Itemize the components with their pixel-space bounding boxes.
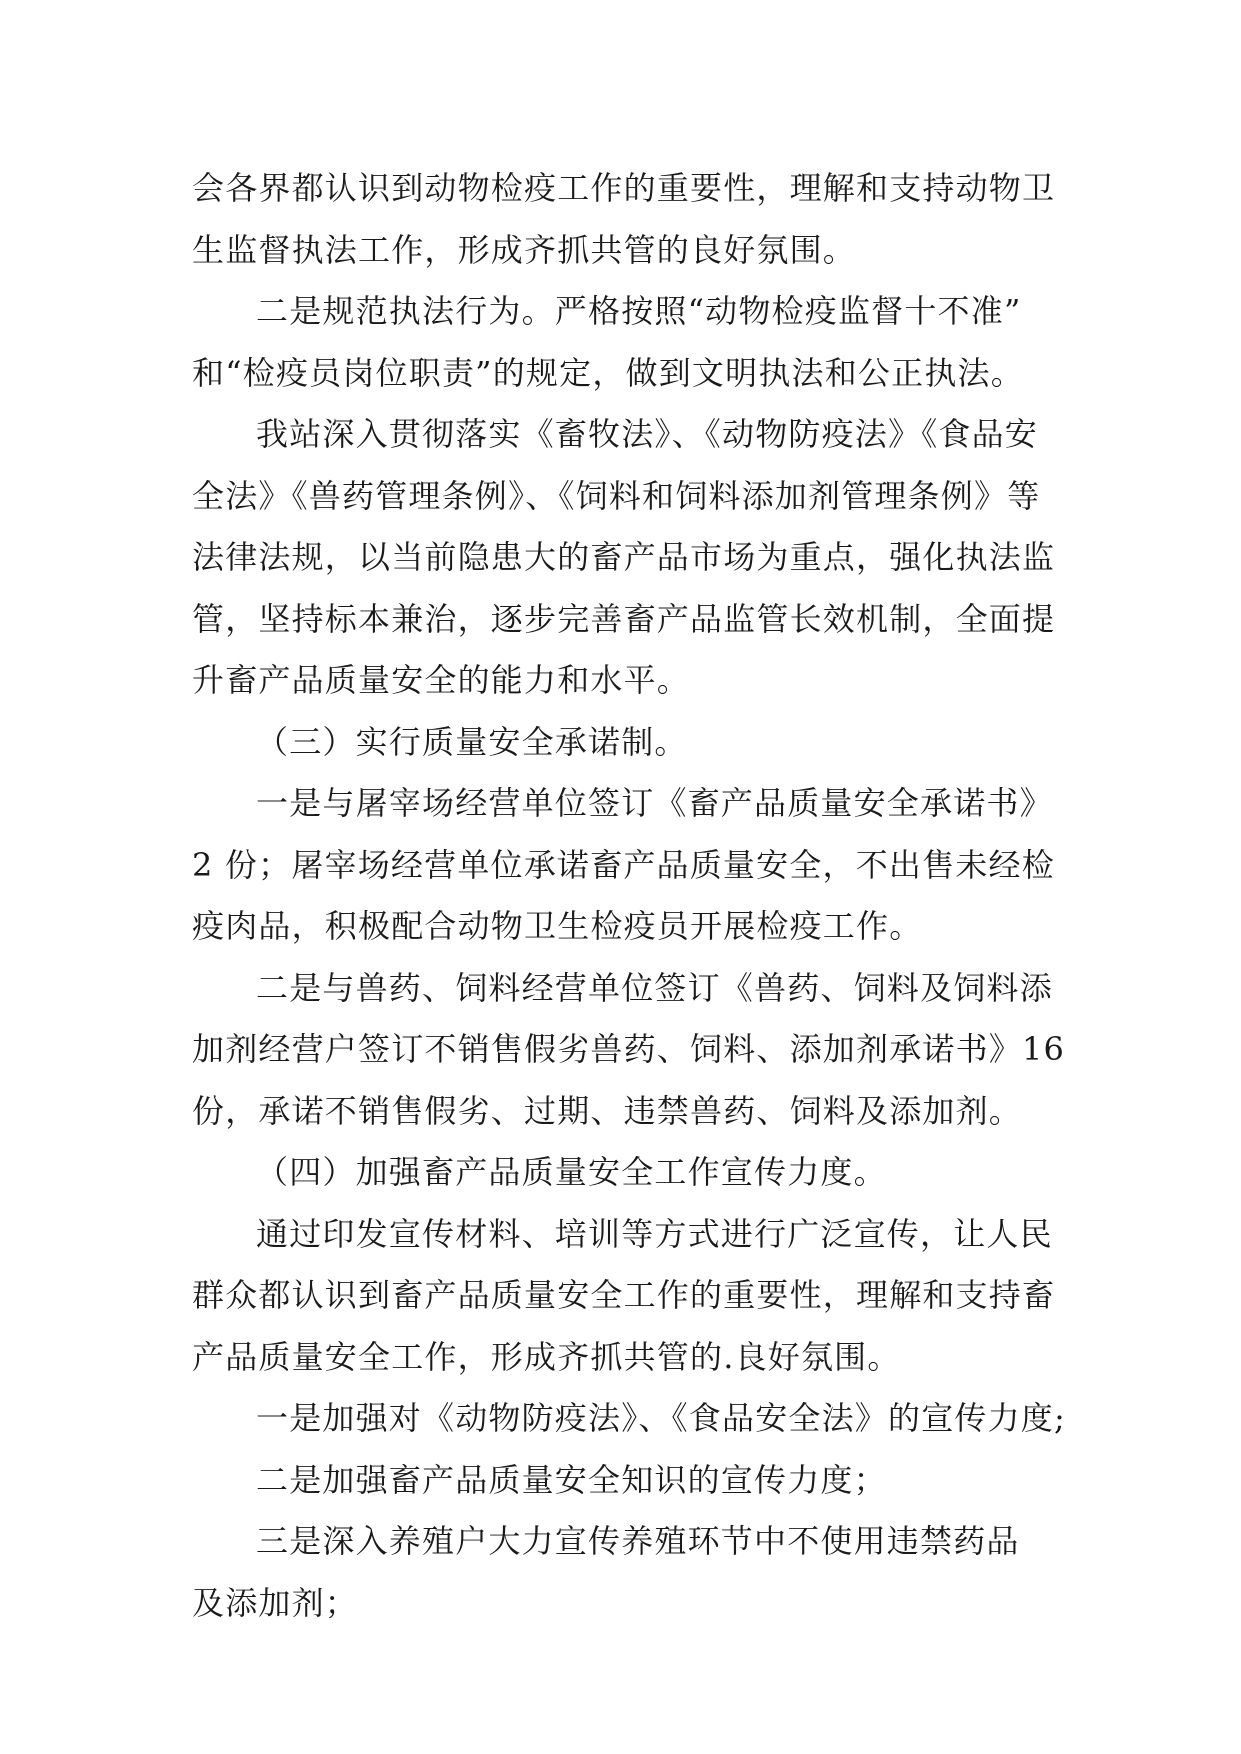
text-line: 升畜产品质量安全的能力和水平。 — [192, 661, 691, 699]
text-line: 份，承诺不销售假劣、过期、违禁兽药、饲料及添加剂。 — [192, 1091, 1023, 1130]
text-line: 产品质量安全工作，形成齐抓共管的.良好氛围。 — [192, 1337, 901, 1376]
text-line: 一是与屠宰场经营单位签订《畜产品质量安全承诺书》 — [256, 784, 1053, 822]
text-line: 加剂经营户签订不销售假劣兽药、饲料、添加剂承诺书》16 — [192, 1030, 1066, 1068]
text-line: 二是规范执法行为。严格按照“动物检疫监督十不准” — [256, 292, 1022, 330]
text-line: 会各界都认识到动物检疫工作的重要性，理解和支持动物卫 — [192, 169, 1056, 207]
text-line: 三是深入养殖户大力宣传养殖环节中不使用违禁药品 — [256, 1522, 1020, 1560]
text-line: 二是加强畜产品质量安全知识的宣传力度； — [256, 1460, 887, 1499]
text-line: 二是与兽药、饲料经营单位签订《兽药、饲料及饲料添 — [256, 968, 1053, 1007]
text-line: 群众都认识到畜产品质量安全工作的重要性，理解和支持畜 — [192, 1276, 1056, 1314]
text-line: 2 份；屠宰场经营单位承诺畜产品质量安全，不出售未经检 — [192, 845, 1055, 884]
text-line: 全法》《兽药管理条例》、《饲料和饲料添加剂管理条例》等 — [192, 476, 1041, 515]
text-line: 我站深入贯彻落实《畜牧法》、《动物防疫法》《食品安 — [256, 415, 1039, 453]
section-heading: （三）实行质量安全承诺制。 — [256, 722, 688, 761]
section-heading: （四）加强畜产品质量安全工作宣传力度。 — [256, 1153, 887, 1191]
text-line: 法律法规，以当前隐患大的畜产品市场为重点，强化执法监 — [192, 538, 1056, 576]
text-line: 和“检疫员岗位职责”的规定，做到文明执法和公正执法。 — [192, 353, 1024, 392]
text-line: 疫肉品，积极配合动物卫生检疫员开展检疫工作。 — [192, 907, 923, 945]
text-line: 及添加剂； — [192, 1583, 359, 1622]
text-line: 生监督执法工作，形成齐抓共管的良好氛围。 — [192, 230, 857, 269]
text-line: 一是加强对《动物防疫法》、《食品安全法》的宣传力度; — [256, 1399, 1066, 1437]
document-body — [192, 158, 1066, 1634]
text-line: 管，坚持标本兼治，逐步完善畜产品监管长效机制，全面提 — [192, 599, 1056, 638]
text-line: 通过印发宣传材料、培训等方式进行广泛宣传，让人民 — [256, 1214, 1053, 1253]
